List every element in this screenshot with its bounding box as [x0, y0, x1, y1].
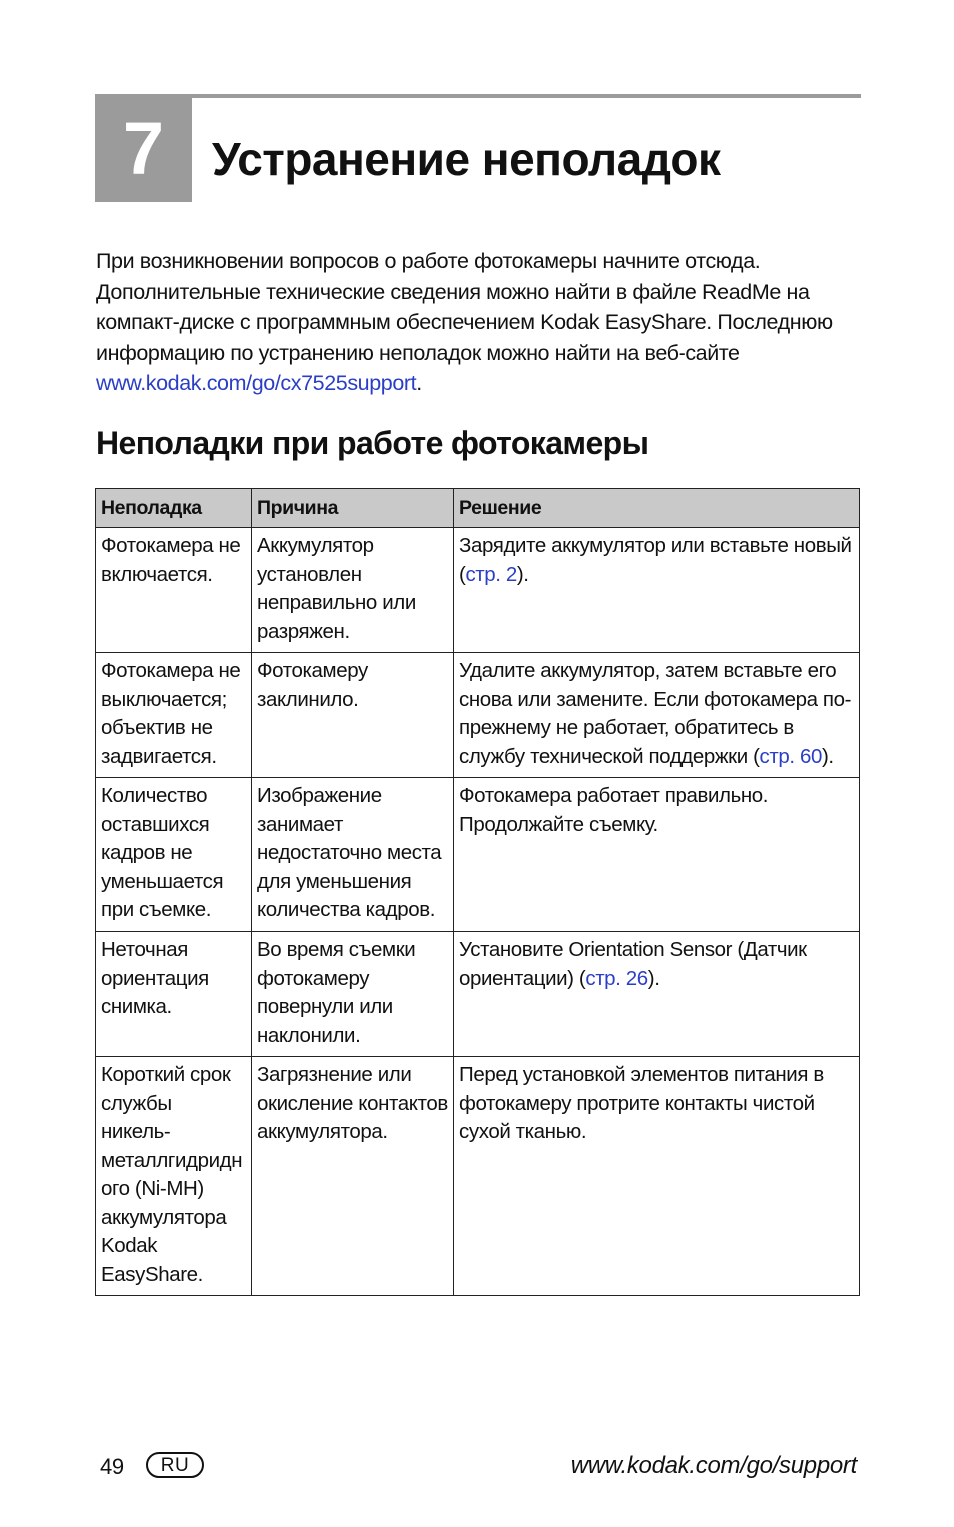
chapter-number: 7 [95, 94, 192, 202]
cause-cell: Загрязнение или окисление контактов аккумулятора. [252, 1057, 454, 1296]
solution-text: Установите Orientation Sensor (Датчик ориентации) ( [459, 938, 807, 990]
solution-end: ). [516, 562, 529, 586]
intro-text: При возникновении вопросов о работе фотокамеры начните отсюда. Дополнительные технические сведения можно найти в файле ReadMe на компакт-диске с программным обеспечением Kodak EasyShare. Последнюю информацию по устранению неполадок можно найти на веб-сайте [96, 249, 833, 365]
problem-cell: Фотокамера не выключается; объектив не задвигается. [96, 653, 252, 778]
solution-end: ). [647, 966, 660, 990]
problem-cell: Фотокамера не включается. [96, 528, 252, 653]
intro-end: . [416, 371, 422, 395]
header-cause: Причина [252, 489, 454, 528]
page-link[interactable]: стр. 2 [465, 562, 517, 586]
solution-cell [454, 653, 860, 778]
solution-end: ). [821, 744, 834, 768]
solution-text: Перед установкой элементов питания в фотокамеру протрите контакты чистой сухой тканью. [459, 1063, 824, 1143]
solution-text: Удалите аккумулятор, затем вставьте его снова или замените. Если фотокамера по-прежнему не работает, обратитесь в службу технической поддержки ( [459, 659, 852, 768]
page-link[interactable]: стр. 60 [759, 744, 822, 768]
cause-cell: Аккумулятор установлен неправильно или разряжен. [252, 528, 454, 653]
footer-url: www.kodak.com/go/support [570, 1452, 857, 1479]
solution-cell [454, 528, 860, 653]
table-row [96, 778, 860, 932]
table-row [96, 932, 860, 1057]
solution-cell [454, 1057, 860, 1296]
table-header-row [96, 489, 860, 528]
support-link[interactable]: www.kodak.com/go/cx7525support [96, 371, 417, 395]
header-problem: Неполадка [96, 489, 252, 528]
intro-paragraph [96, 246, 866, 399]
language-badge: RU [146, 1452, 204, 1478]
problem-cell: Неточная ориентация снимка. [96, 932, 252, 1057]
solution-text: Фотокамера работает правильно. Продолжайте съемку. [459, 784, 769, 836]
cause-cell: Во время съемки фотокамеру повернули или наклонили. [252, 932, 454, 1057]
solution-cell [454, 778, 860, 932]
section-title: Неполадки при работе фотокамеры [96, 425, 649, 461]
table-row [96, 653, 860, 778]
troubleshooting-table [95, 488, 860, 1296]
cause-cell: Фотокамеру заклинило. [252, 653, 454, 778]
chapter-title: Устранение неполадок [212, 133, 721, 185]
table-row [96, 1057, 860, 1296]
problem-cell: Короткий срок службы никель-металлгидридного (Ni-MH) аккумулятора Kodak EasyShare. [96, 1057, 252, 1296]
cause-cell: Изображение занимает недостаточно места для уменьшения количества кадров. [252, 778, 454, 932]
problem-cell: Количество оставшихся кадров не уменьшается при съемке. [96, 778, 252, 932]
header-solution: Решение [454, 489, 860, 528]
page-link[interactable]: стр. 26 [585, 966, 648, 990]
table-row [96, 528, 860, 653]
solution-cell [454, 932, 860, 1057]
solution-text: Зарядите аккумулятор или вставьте новый ( [459, 534, 852, 586]
page-number: 49 [100, 1454, 124, 1479]
chapter-rule [192, 94, 861, 98]
